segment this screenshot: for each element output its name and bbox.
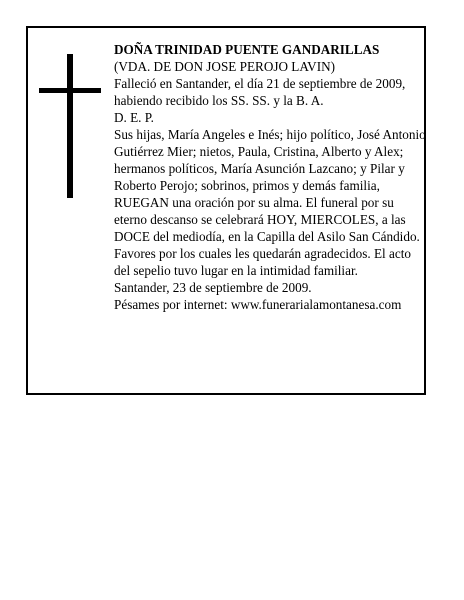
obituary-notice	[26, 26, 426, 395]
death-line: Falleció en Santander, el día 21 de septiembre de 2009, habiendo recibido los SS. SS. y la B. A.	[114, 76, 406, 108]
rip-line: D. E. P.	[114, 110, 154, 125]
place-date-line: Santander, 23 de septiembre de 2009.	[114, 280, 312, 295]
condolences-line: Pésames por internet: www.funerarialamontanesa.com	[114, 297, 402, 312]
widow-line: (VDA. DE DON JOSE PEROJO LAVIN)	[114, 59, 336, 74]
cross-horizontal-bar	[39, 88, 101, 93]
cross-vertical-bar	[67, 54, 73, 198]
notice-text	[114, 41, 426, 313]
family-line: Sus hijas, María Angeles e Inés; hijo político, José Antonio Gutiérrez Mier; nietos, Paula, Cristina, Alberto y Alex; hermanos políticos, María Asunción Lazcano; y Pilar y Roberto Perojo; sobrinos, primos y demás familia,	[114, 127, 426, 193]
request-line: RUEGAN una oración por su alma. El funeral por su eterno descanso se celebrará HOY, MIERCOLES, a las DOCE del mediodía, en la Capilla del Asilo San Cándido. Favores por los cuales les quedarán agradecidos. El acto del sepelio tuvo lugar en la intimidad familiar.	[114, 195, 420, 278]
deceased-name: DOÑA TRINIDAD PUENTE GANDARILLAS	[114, 42, 380, 57]
cross-icon	[39, 54, 101, 198]
